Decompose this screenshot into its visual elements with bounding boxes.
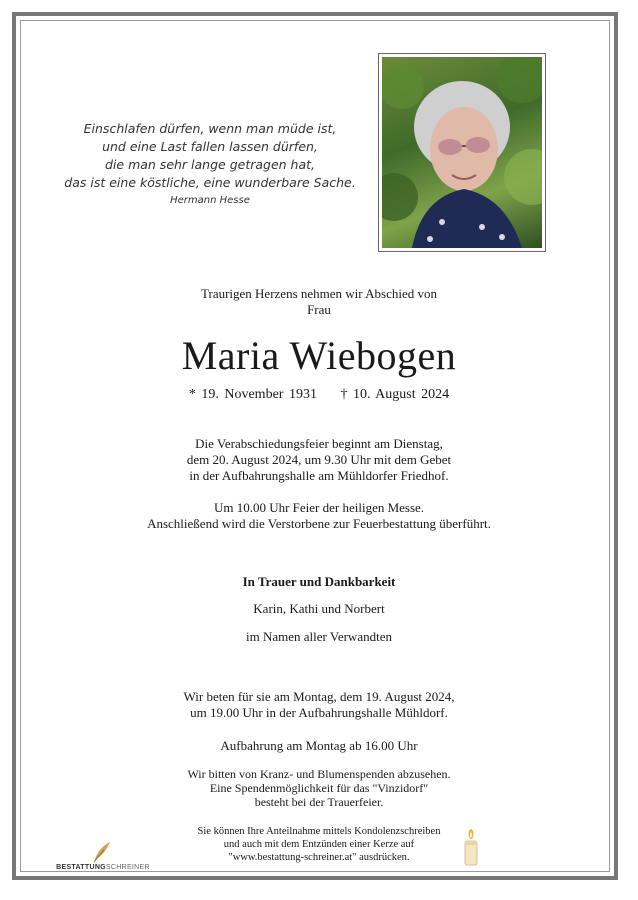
intro-text	[40, 286, 598, 318]
prayer-line: Wir beten für sie am Montag, dem 19. August 2024,	[183, 689, 455, 704]
donation-info	[40, 767, 598, 809]
donation-line: besteht bei der Trauerfeier.	[254, 795, 384, 809]
feather-icon	[88, 840, 116, 864]
death-date: † 10. August 2024	[340, 387, 450, 402]
mass-line: Anschließend wird die Verstorbene zur Feuerbestattung überführt.	[147, 516, 491, 531]
funeral-home-logo	[48, 840, 158, 876]
viewing-info: Aufbahrung am Montag ab 16.00 Uhr	[220, 738, 418, 753]
prayer-line: um 19.00 Uhr in der Aufbahrungshalle Mühldorf.	[190, 705, 448, 720]
relatives-line: im Namen aller Verwandten	[246, 629, 392, 644]
quote-author: Hermann Hesse	[170, 195, 250, 206]
ceremony-line: dem 20. August 2024, um 9.30 Uhr mit dem Gebet	[186, 452, 452, 467]
logo-text-bold: BESTATTUNG	[56, 864, 106, 871]
birth-date: * 19. November 1931	[188, 387, 317, 402]
quote-line: Einschlafen dürfen, wenn man müde ist,	[83, 121, 337, 136]
intro-salutation: Frau	[307, 302, 331, 317]
ceremony-line: in der Aufbahrungshalle am Mühldorfer Friedhof.	[189, 468, 449, 483]
condolence-info	[120, 825, 518, 864]
condolence-line: und auch mit dem Entzünden einer Kerze auf	[223, 839, 415, 850]
memorial-quote	[60, 120, 360, 208]
ceremony-info	[40, 436, 598, 484]
condolence-line: "www.bestattung-schreiner.at" ausdrücken.	[228, 852, 410, 863]
life-dates	[40, 386, 598, 404]
ceremony-line: Die Verabschiedungsfeier beginnt am Dienstag,	[195, 436, 443, 451]
logo-text	[48, 864, 158, 871]
quote-line: und eine Last fallen lassen dürfen,	[102, 139, 318, 154]
intro-line: Traurigen Herzens nehmen wir Abschied von	[201, 286, 437, 301]
quote-line: die man sehr lange getragen hat,	[105, 157, 315, 172]
mass-line: Um 10.00 Uhr Feier der heiligen Messe.	[213, 500, 425, 515]
deceased-name: Maria Wiebogen	[181, 333, 457, 378]
candle-icon	[462, 828, 480, 866]
donation-line: Eine Spendenmöglichkeit für das "Vinzidorf"	[209, 781, 429, 795]
portrait-frame	[378, 53, 546, 252]
mourning-title: In Trauer und Dankbarkeit	[242, 574, 396, 589]
prayer-info	[40, 689, 598, 721]
logo-text-light: SCHREINER	[105, 864, 150, 871]
mass-info	[40, 500, 598, 532]
condolence-line: Sie können Ihre Anteilnahme mittels Kondolenzschreiben	[197, 826, 441, 837]
donation-line: Wir bitten von Kranz- und Blumenspenden abzusehen.	[187, 767, 451, 781]
quote-line: das ist eine köstliche, eine wunderbare Sache.	[64, 175, 356, 190]
mourner-names: Karin, Kathi und Norbert	[253, 601, 385, 616]
portrait-photo	[382, 57, 542, 248]
portrait-illustration	[382, 57, 542, 248]
